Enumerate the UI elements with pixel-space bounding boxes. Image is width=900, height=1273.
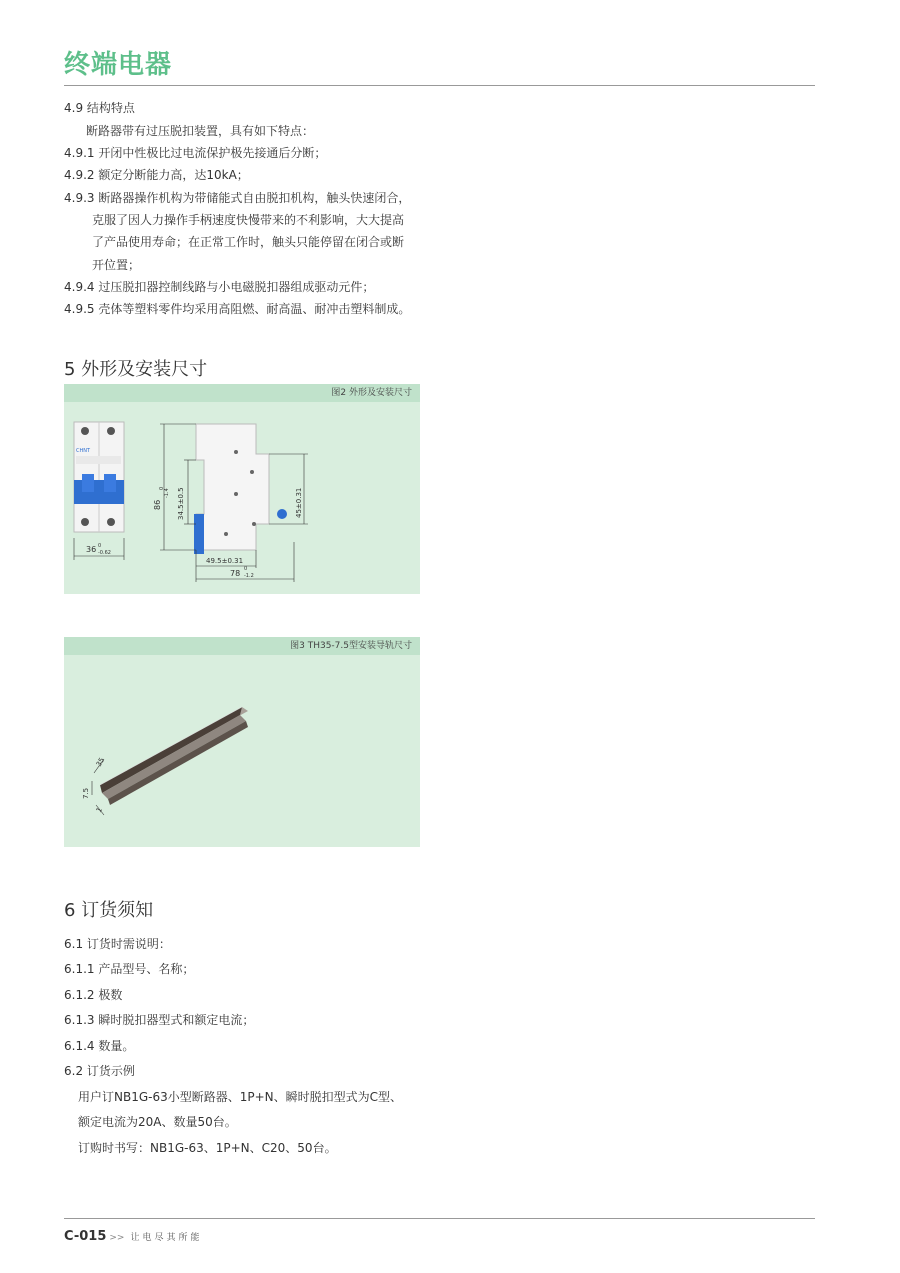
dim-depth-inner-value: 49.5±0.31 [206, 557, 244, 565]
footer-slogan: 让电尽其所能 [130, 1233, 203, 1243]
section-4-9-1: 4.9.1 开闭中性极比过电流保护极先接通后分断； [64, 146, 327, 160]
figure-3 [64, 637, 420, 847]
figure-2-caption: 图2 外形及安装尺寸 [64, 384, 420, 402]
page-number: C-015 [64, 1229, 107, 1244]
footer [64, 1225, 202, 1244]
order-example-line-2: 额定电流为20A、数量50台。 [78, 1115, 237, 1129]
header-divider [64, 85, 815, 86]
svg-text:0: 0 [98, 543, 102, 549]
footer-divider [64, 1218, 815, 1219]
dim-depth-value: 78 [230, 569, 241, 578]
dim-inner-height-value: 34.5±0.5 [177, 487, 185, 520]
figure-3-drawing [64, 655, 420, 847]
svg-text:0: 0 [159, 486, 165, 490]
section-6-1: 6.1 订货时需说明： [64, 937, 171, 951]
figure-2 [64, 384, 420, 594]
breaker-front-view [74, 422, 124, 532]
section-4-9-3: 4.9.3 断路器操作机构为带储能式自由脱扣机构，触头快速闭合， [64, 191, 411, 205]
svg-text:-1.2: -1.2 [244, 573, 254, 579]
rail-width-value: 35 [94, 756, 107, 768]
din-rail [100, 707, 248, 805]
dim-front-width-value: 36 [86, 545, 97, 554]
section-6-1-2: 6.1.2 极数 [64, 988, 123, 1002]
rail-height-value: 7.5 [82, 787, 90, 799]
dim-side-height-value: 45±0.31 [295, 487, 303, 518]
page-title: 终端电器 [64, 50, 173, 80]
brand-logo: CHNT [76, 448, 91, 454]
section-4-9-5: 4.9.5 壳体等塑料零件均采用高阻燃、耐高温、耐冲击塑料制成。 [64, 302, 411, 316]
chevron-icon: >> [109, 1233, 125, 1243]
breaker-side-view [194, 424, 287, 554]
section-6-2: 6.2 订货示例 [64, 1064, 135, 1078]
section-4-9-2: 4.9.2 额定分断能力高，达10kA； [64, 168, 249, 182]
section-4-9-3-cont-3: 开位置； [92, 258, 141, 272]
figure-3-caption: 图3 TH35-7.5型安装导轨尺寸 [64, 637, 420, 655]
section-5-heading: 5 外形及安装尺寸 [64, 359, 208, 380]
dim-side-height [269, 454, 308, 524]
order-example-line-3: 订购时书写：NB1G-63、1P+N、C20、50台。 [78, 1141, 337, 1155]
section-4-9-4: 4.9.4 过压脱扣器控制线路与小电磁脱扣器组成驱动元件； [64, 280, 375, 294]
dim-front-width [74, 538, 124, 560]
section-6-heading: 6 订货须知 [64, 900, 154, 921]
rail-thickness-value: 1 [94, 806, 104, 814]
section-4-9-intro: 断路器带有过压脱扣装置，具有如下特点： [86, 124, 315, 138]
section-6-1-4: 6.1.4 数量。 [64, 1039, 135, 1053]
order-example-line-1: 用户订NB1G-63小型断路器、1P+N、瞬时脱扣型式为C型、 [78, 1090, 403, 1104]
dim-height [153, 424, 196, 550]
dim-height-value: 86 [153, 499, 162, 510]
figure-2-drawing [64, 402, 420, 594]
svg-text:0: 0 [244, 566, 248, 572]
section-4-9-heading: 4.9 结构特点 [64, 101, 135, 115]
svg-text:-0.62: -0.62 [98, 550, 111, 556]
section-4-9-3-cont-1: 克服了因人力操作手柄速度快慢带来的不利影响，大大提高 [92, 213, 405, 227]
svg-text:-1.4: -1.4 [164, 488, 170, 498]
section-4-9-3-cont-2: 了产品使用寿命；在正常工作时，触头只能停留在闭合或断 [92, 235, 405, 249]
section-6-1-1: 6.1.1 产品型号、名称； [64, 962, 195, 976]
dim-inner-height [177, 460, 196, 524]
section-6-1-3: 6.1.3 瞬时脱扣器型式和额定电流； [64, 1013, 255, 1027]
